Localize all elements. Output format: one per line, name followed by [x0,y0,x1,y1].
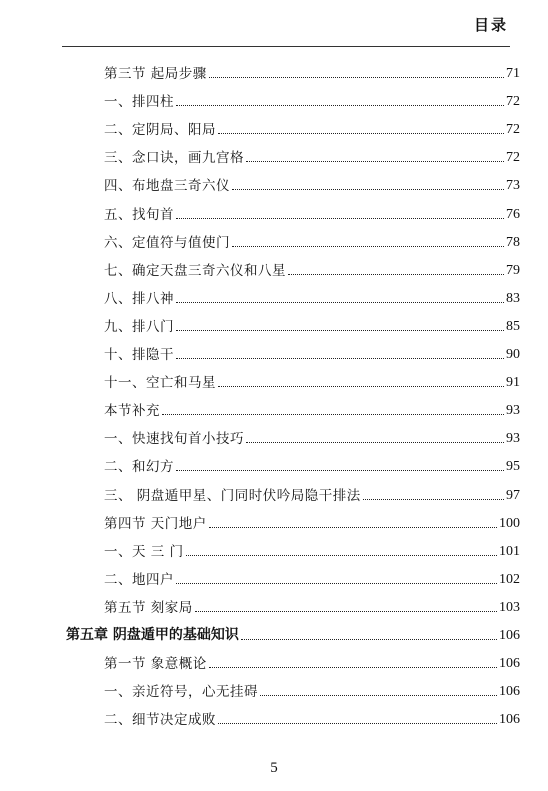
dot-leader [232,189,504,190]
toc-entry-page: 106 [499,628,520,643]
toc-entry-title: 第三节 起局步骤 [104,66,207,82]
toc-entry-title: 第五章 阴盘遁甲的基础知识 [66,627,239,643]
dot-leader [218,133,504,134]
toc-entry-page: 95 [506,459,520,475]
toc-entry-title: 三、念口诀，画九宫格 [104,150,244,167]
toc-entry [104,423,520,447]
toc-entry [104,367,520,391]
toc-entry-page: 79 [506,262,520,278]
dot-leader [209,77,504,78]
dot-leader [363,499,504,500]
dot-leader [246,442,504,443]
toc-entry-title: 十一、空亡和马星 [104,375,216,392]
toc-entry-title: 二、细节决定成败 [104,712,216,729]
toc-entry-page: 83 [506,290,520,306]
toc-entry-page: 71 [506,66,520,81]
toc-entry-page: 76 [506,206,520,222]
toc-entry [104,536,520,560]
toc-entry-title: 二、和幻方 [104,459,174,476]
page-header [0,0,548,56]
toc-entry-title: 三、 阴盘遁甲星、门同时伏吟局隐干排法 [104,487,361,504]
toc-entry [104,142,520,166]
dot-leader [232,246,504,247]
toc-entry-page: 91 [506,375,520,391]
dot-leader [176,358,504,359]
dot-leader [288,274,504,275]
dot-leader [176,218,504,219]
toc-entry-page: 72 [506,150,520,166]
dot-leader [176,330,504,331]
toc-entry [104,255,520,279]
page-number: 5 [270,760,278,776]
toc-entry-page: 103 [499,599,520,615]
toc-entry-page: 101 [499,543,520,559]
dot-leader [209,667,497,668]
toc-entry-page: 106 [499,712,520,728]
toc-entry [104,114,520,138]
dot-leader [209,527,497,528]
dot-leader [246,161,504,162]
toc-entry-page: 78 [506,234,520,250]
toc-entry-page: 102 [499,571,520,587]
toc-entry [104,704,520,728]
toc-entry [104,339,520,363]
toc-entry [104,283,520,307]
toc-entry [104,564,520,588]
toc-entry-page: 106 [499,684,520,700]
toc-entry-title: 五、找旬首 [104,206,174,223]
toc-entry-page: 93 [506,431,520,447]
toc-entry-title: 六、定值符与值使门 [104,234,230,251]
toc-entry-title: 七、确定天盘三奇六仪和八星 [104,262,286,279]
toc-entry-page: 90 [506,347,520,362]
header-divider [62,46,510,47]
toc-entry-title: 九、排八门 [104,318,174,335]
toc-entry-title: 八、排八神 [104,290,174,307]
toc-entry-page: 72 [506,94,520,110]
dot-leader [218,723,497,724]
toc-entry-page: 97 [506,487,520,503]
toc-entry [66,620,520,644]
toc-entry [104,58,520,82]
toc-entry [104,648,520,672]
toc-entry-page: 100 [499,515,520,531]
dot-leader [162,414,504,415]
toc-entry-title: 十、排隐干 [104,347,174,363]
toc-entry-title: 二、地四户 [104,571,174,588]
toc-entry-title: 四、布地盘三奇六仪 [104,178,230,195]
toc-entry-page: 72 [506,122,520,138]
toc-entry [104,676,520,700]
header-title: 目录 [473,16,508,34]
toc-entry-title: 本节补充 [104,403,160,420]
toc-entry [104,170,520,194]
dot-leader [218,386,504,387]
toc-entry [104,227,520,251]
dot-leader [176,470,504,471]
toc-entry-page: 73 [506,178,520,194]
toc-entry [104,480,520,504]
toc-entry [104,199,520,223]
toc-entry [104,311,520,335]
toc-entry-title: 第四节 天门地户 [104,515,207,532]
dot-leader [186,555,497,556]
toc-entry-page: 85 [506,318,520,334]
toc-entry [104,86,520,110]
dot-leader [176,105,504,106]
toc-entry-page: 93 [506,403,520,419]
toc-entry [104,508,520,532]
dot-leader [260,695,497,696]
dot-leader [176,583,497,584]
toc-entry-title: 第一节 象意概论 [104,656,207,673]
toc-entry-title: 一、排四柱 [104,94,174,111]
toc-entry [104,451,520,475]
toc-entry [104,395,520,419]
toc-entry-page: 106 [499,656,520,672]
toc-entry-title: 一、快速找旬首小技巧 [104,431,244,448]
toc-entry-title: 一、亲近符号，心无挂碍 [104,684,258,701]
dot-leader [176,302,504,303]
toc-entry-title: 一、天 三 门 [104,543,184,560]
toc-entry-title: 第五节 刻家局 [104,599,193,616]
toc-entry-title: 二、定阴局、阳局 [104,122,216,139]
dot-leader [195,611,497,612]
dot-leader [241,639,497,640]
toc-entry [104,592,520,616]
